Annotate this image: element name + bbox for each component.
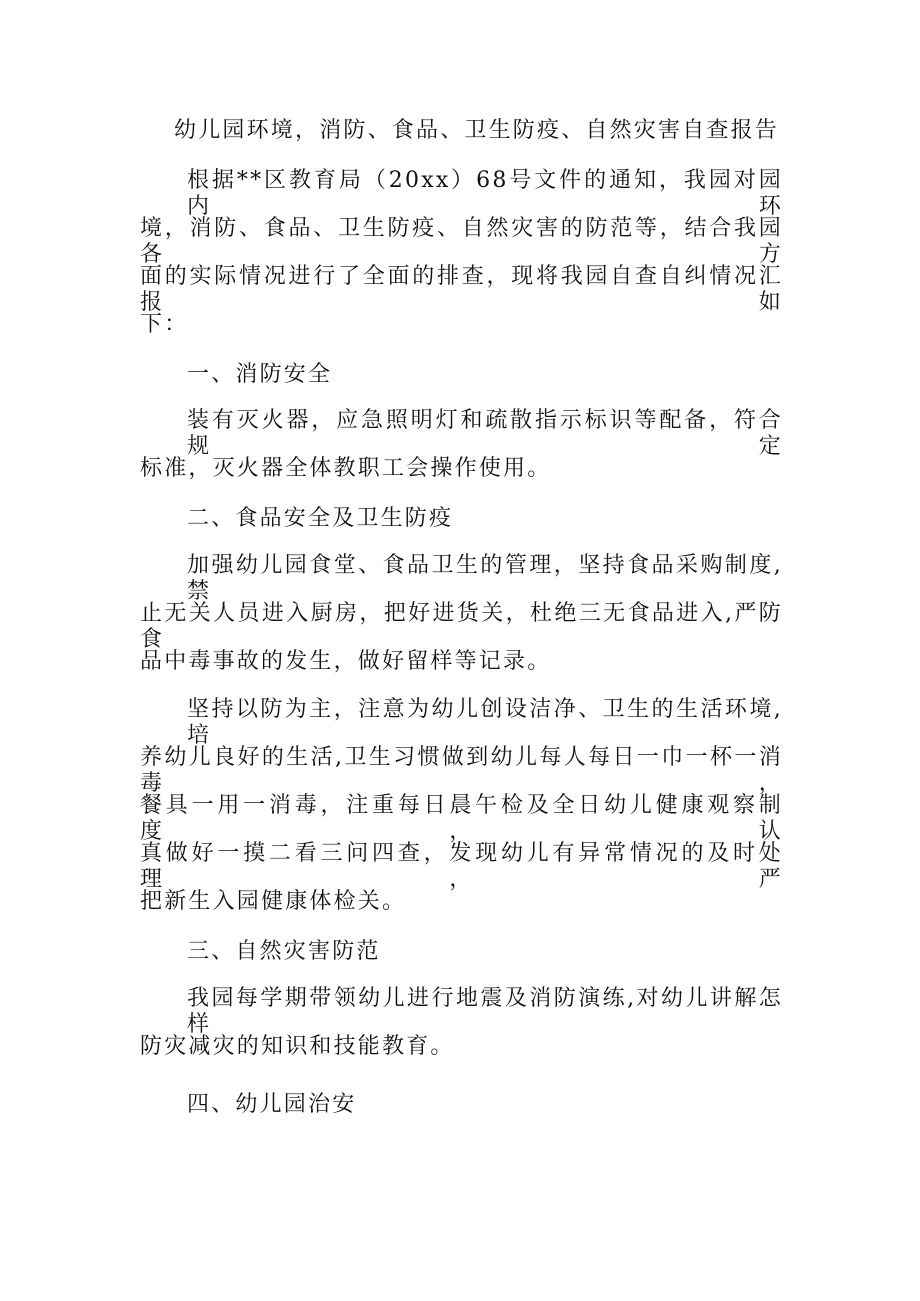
food-hygiene-p1-line-1: 加强幼儿园食堂、食品卫生的管理，坚持食品采购制度,禁 [187, 553, 783, 604]
food-hygiene-p1-line-2: 止无关人员进入厨房，把好进货关，杜绝三无食品进入,严防食 [140, 601, 783, 652]
food-hygiene-p2-line-3: 餐具一用一消毒，注重每日晨午检及全日幼儿健康观察制度，认 [140, 793, 783, 844]
natural-disaster-line-2: 防灾减灾的知识和技能教育。 [140, 1034, 455, 1059]
intro-line-2: 境，消防、食品、卫生防疫、自然灾害的防范等，结合我园各方 [140, 216, 783, 267]
document-title: 幼儿园环境，消防、食品、卫生防疫、自然灾害自查报告 [174, 118, 780, 143]
section-heading-natural-disaster: 三、自然灾害防范 [187, 939, 381, 964]
food-hygiene-p2-line-4: 真做好一摸二看三问四查，发现幼儿有异常情况的及时处理，严 [140, 841, 783, 892]
food-hygiene-p2-line-1: 坚持以防为主，注意为幼儿创设洁净、卫生的生活环境,培 [187, 697, 783, 748]
food-hygiene-p2-line-5: 把新生入园健康体检关。 [140, 889, 407, 914]
natural-disaster-line-1: 我园每学期带领幼儿进行地震及消防演练,对幼儿讲解怎样 [187, 986, 783, 1037]
section-heading-security: 四、幼儿园治安 [187, 1092, 357, 1117]
intro-line-3: 面的实际情况进行了全面的排查，现将我园自查自纠情况汇报如 [140, 264, 783, 315]
section-heading-food-hygiene: 二、食品安全及卫生防疫 [187, 506, 454, 531]
fire-safety-line-1: 装有灭火器，应急照明灯和疏散指示标识等配备，符合规定 [187, 408, 783, 459]
intro-line-4: 下： [140, 312, 189, 337]
food-hygiene-p1-line-3: 品中毒事故的发生，做好留样等记录。 [140, 649, 552, 674]
section-heading-fire-safety: 一、消防安全 [187, 362, 333, 387]
intro-line-1: 根据**区教育局（20xx）68号文件的通知，我园对园内环 [187, 168, 783, 219]
fire-safety-line-2: 标准，灭火器全体教职工会操作使用。 [140, 456, 552, 481]
food-hygiene-p2-line-2: 养幼儿良好的生活,卫生习惯做到幼儿每人每日一巾一杯一消毒， [140, 745, 783, 796]
